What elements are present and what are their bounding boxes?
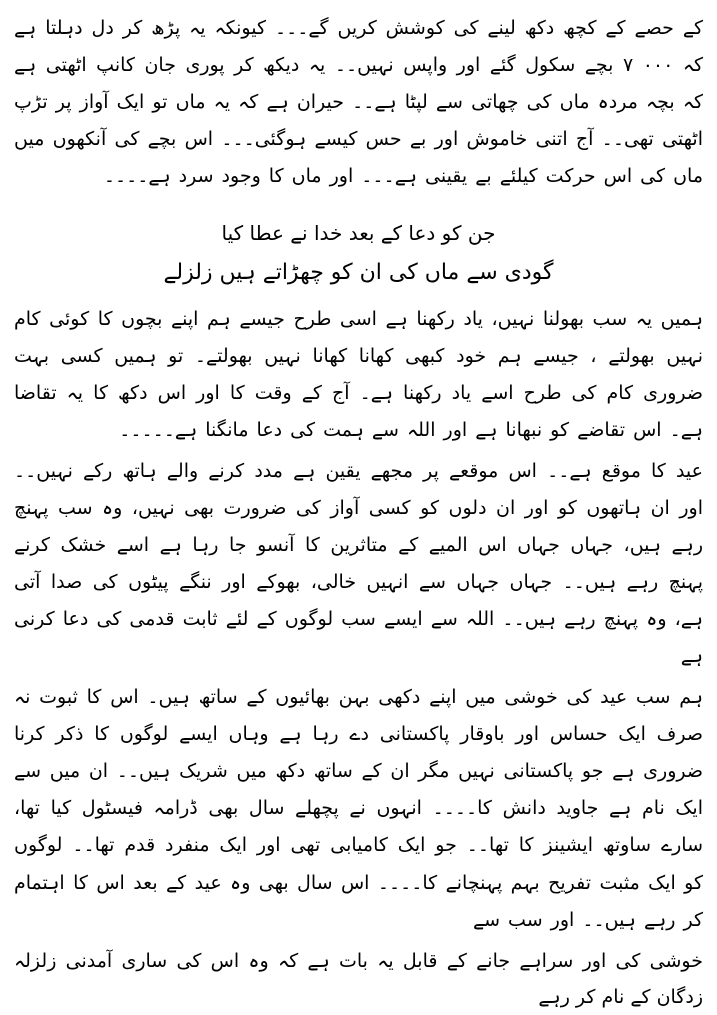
paragraph-spacer xyxy=(14,199,703,207)
paragraph-1: کے حصے کے کچھ دکھ لینے کی کوشش کریں گے۔۔۔ کیونکہ یہ پڑھ کر دل دہلتا ہے کہ ۰۰۰ ۷ بچے سکول گئے اور واپس نہیں۔۔ یہ دیکھ کر پوری جان کانپ اٹھتی ہے کہ بچہ مردہ ماں کی چھاتی سے لپٹا ہے۔۔ حیران ہے کہ یہ ماں تو ایک آواز پر تڑپ اٹھتی تھی۔۔ آج اتنی خاموش اور بے حس کیسے ہوگئی۔۔۔ اس بچے کی آنکھوں میں ماں کی اس حرکت کیلئے بے یقینی ہے۔۔۔ اور ماں کا وجود سرد ہے۔۔۔۔ xyxy=(14,17,704,188)
paragraph-2: ہمیں یہ سب بھولنا نہیں، یاد رکھنا ہے اسی طرح جیسے ہم اپنے بچوں کا کوئی کام نہیں بھولتے ، جیسے ہم خود کبھی کھانا کھانا نہیں بھولتے۔ تو ہمیں کسی بہت ضروری کام کی طرح اسے یاد رکھنا ہے۔ آج کے وقت کا اور اس دکھ کا یہ تقاضا ہے۔ اس تقاضے کو نبھانا ہے اور اللہ سے ہمت کی دعا مانگنا ہے۔۔۔۔۔ xyxy=(14,307,703,441)
paragraph-4: ہم سب عید کی خوشی میں اپنے دکھی بہن بھائیوں کے ساتھ ہیں۔ اس کا ثبوت نہ صرف ایک حساس اور باوقار پاکستانی دے رہا ہے وہاں ایسے لوگوں کا ذکر کرنا ضروری ہے جو پاکستانی نہیں مگر ان کے ساتھ دکھ میں شریک ہیں۔۔ ان میں سے ایک نام ہے جاوید دانش کا۔۔۔۔ انہوں نے پچھلے سال بھی ڈرامہ فیسٹول کیا تھا، سارے ساوتھ ایشینز کا تھا۔۔ جو ایک کامیابی تھی اور ایک منفرد قدم تھا۔۔ لوگوں کو ایک مثبت تفریح بہم پہنچانے کا۔۔۔۔ اس سال بھی وہ عید کے بعد اس کا اہتمام کر رہے ہیں۔۔ اور سب سے xyxy=(14,686,703,931)
paragraph-5: خوشی کی اور سراہے جانے کے قابل یہ بات ہے کہ وہ اس کی ساری آمدنی زلزلہ زدگان کے نام کر رہے xyxy=(14,949,703,1008)
paragraph-3: عید کا موقع ہے۔۔ اس موقعے پر مجھے یقین ہے مدد کرنے والے ہاتھ رکے نہیں۔۔ اور ان ہاتھوں کو اور ان دلوں کو کسی آواز کی ضرورت بھی نہیں، وہ سب پہنچ رہے ہیں، جہاں جہاں اس المیے کے متاثرین کا آنسو جا رہا ہے اسے خشک کرنے پہنچ رہے ہیں۔۔ جہاں جہاں سے انہیں خالی، بھوکے اور ننگے پیٹوں کی صدا آتی ہے، وہ پہنچ رہے ہیں۔۔ اللہ سے ایسے سب لوگوں کے لئے ثابت قدمی کی دعا کرنی ہے xyxy=(14,460,703,668)
verse-line-1: جن کو دعا کے بعد خدا نے عطا کیا xyxy=(221,221,496,246)
verse-line-2: گودی سے ماں کی ان کو چھڑاتے ہیں زلزلے xyxy=(163,260,554,286)
